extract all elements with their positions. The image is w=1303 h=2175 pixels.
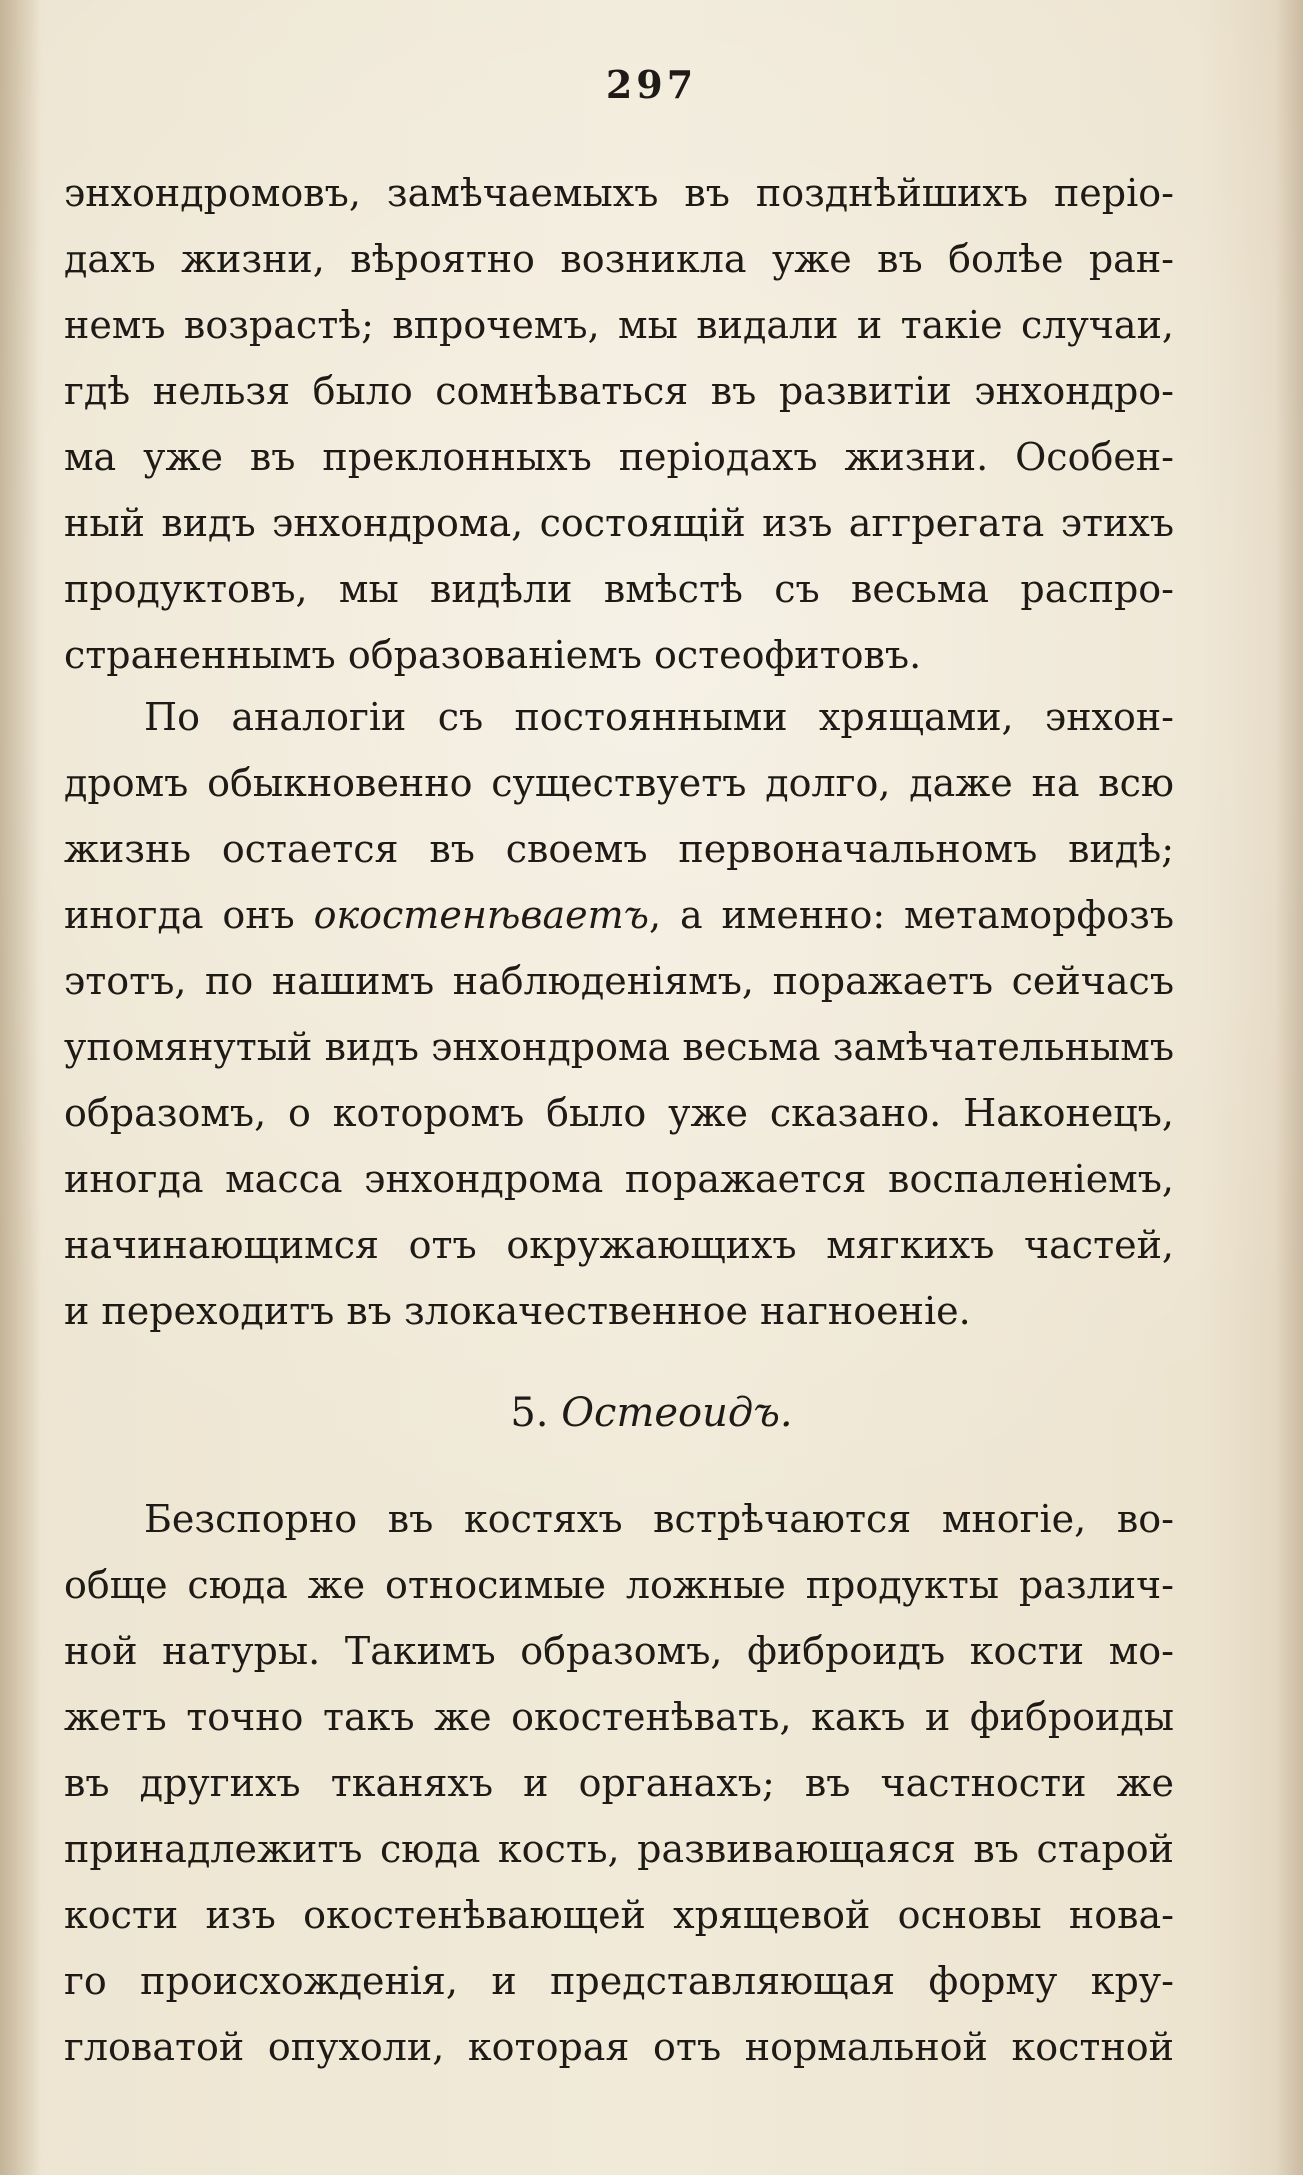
text-line: образомъ, о которомъ было уже сказано. Наконецъ, <box>64 1091 1174 1135</box>
text-line: гдѣ нельзя было сомнѣваться въ развитіи энхондро- <box>64 369 1174 413</box>
text-span: иногда онъ <box>64 893 314 937</box>
text-span: , а именно: метаморфозъ <box>649 893 1174 937</box>
text-line: ной натуры. Такимъ образомъ, фиброидъ кости мо- <box>64 1629 1174 1673</box>
text-line: обще сюда же относимые ложные продукты различ- <box>64 1563 1174 1607</box>
text-line: жетъ точно такъ же окостенѣвать, какъ и фиброиды <box>64 1695 1174 1739</box>
text-line: страненнымъ образованіемъ остеофитовъ. <box>64 633 922 677</box>
text-line: и переходитъ въ злокачественное нагноеніе. <box>64 1289 971 1333</box>
text-line <box>64 882 1174 948</box>
page-edge-shadow-left <box>0 0 40 2175</box>
text-line: ма уже въ преклонныхъ періодахъ жизни. Особен- <box>64 435 1174 479</box>
text-line: дахъ жизни, вѣроятно возникла уже въ болѣе ран- <box>64 237 1174 281</box>
section-number: 5. <box>510 1390 549 1436</box>
text-line: Безспорно въ костяхъ встрѣчаются многіе, во- <box>144 1497 1174 1541</box>
text-line: дромъ обыкновенно существуетъ долго, даже на всю <box>64 761 1174 805</box>
text-line: этотъ, по нашимъ наблюденіямъ, поражаетъ сейчасъ <box>64 959 1174 1003</box>
text-line: въ другихъ тканяхъ и органахъ; въ частности же <box>64 1761 1174 1805</box>
text-line: энхондромовъ, замѣчаемыхъ въ позднѣйшихъ періо- <box>64 171 1174 215</box>
text-line: немъ возрастѣ; впрочемъ, мы видали и такіе случаи, <box>64 303 1174 347</box>
text-line: По аналогіи съ постоянными хрящами, энхон- <box>144 695 1174 739</box>
text-line: кости изъ окостенѣвающей хрящевой основы нова- <box>64 1893 1174 1937</box>
text-line: го происхожденія, и представляющая форму кру- <box>64 1959 1174 2003</box>
text-line: ный видъ энхондрома, состоящій изъ аггрегата этихъ <box>64 501 1174 545</box>
text-line: принадлежитъ сюда кость, развивающаяся въ старой <box>64 1827 1174 1871</box>
text-line: жизнь остается въ своемъ первоначальномъ видѣ; <box>64 827 1174 871</box>
italic-term: окостенѣваетъ <box>313 893 650 937</box>
section-title: Остеоидъ. <box>561 1390 793 1436</box>
page-number: 297 <box>605 62 698 107</box>
text-line: иногда масса энхондрома поражается воспаленіемъ, <box>64 1157 1174 1201</box>
text-line: начинающимся отъ окружающихъ мягкихъ частей, <box>64 1223 1174 1267</box>
text-line: гловатой опухоли, которая отъ нормальной костной <box>64 2025 1174 2069</box>
page-edge-shadow-right <box>1275 0 1303 2175</box>
text-line: упомянутый видъ энхондрома весьма замѣчательнымъ <box>64 1025 1174 1069</box>
text-line: продуктовъ, мы видѣли вмѣстѣ съ весьма распро- <box>64 567 1174 611</box>
section-heading <box>0 1380 1303 1446</box>
